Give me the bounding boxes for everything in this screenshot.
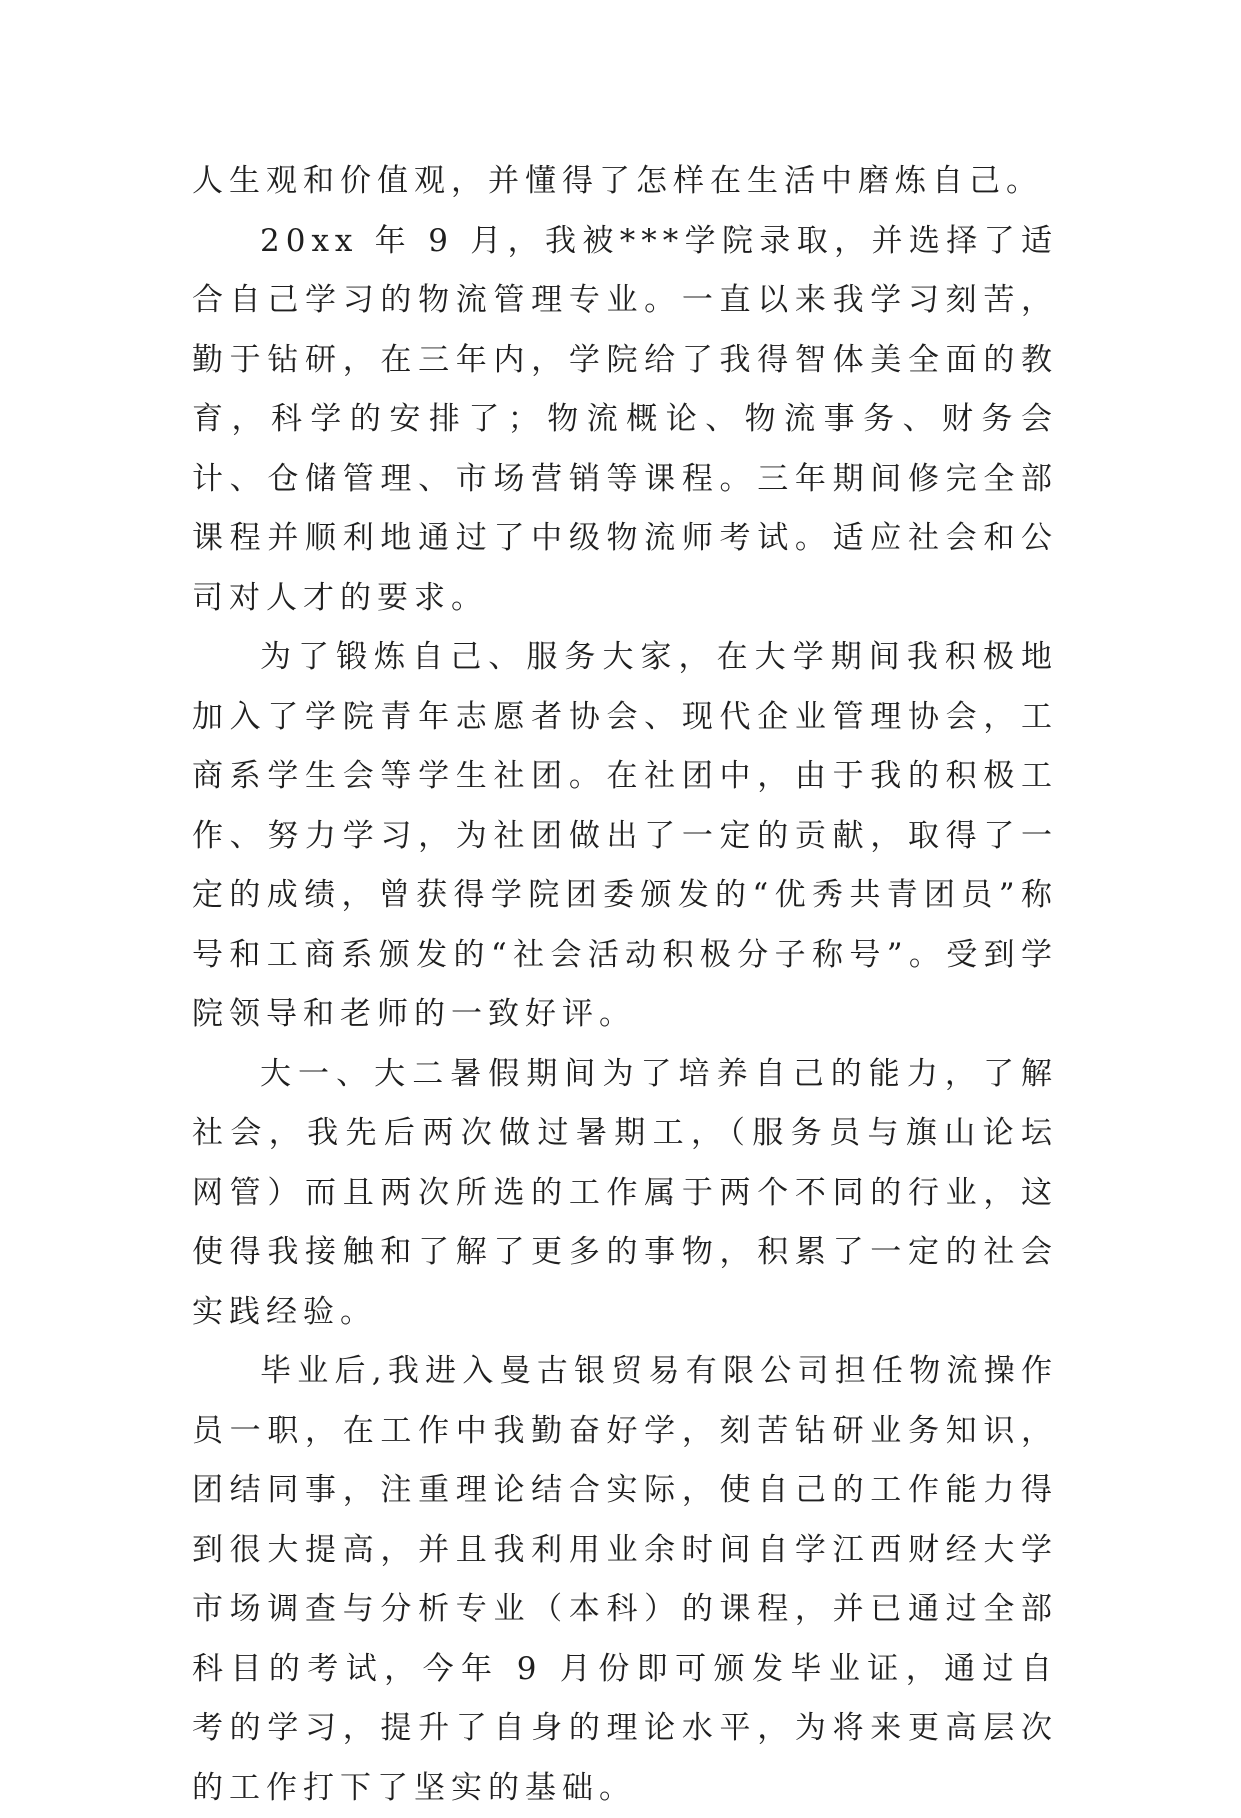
paragraph-career: 毕业后,我进入曼古银贸易有限公司担任物流操作员一职，在工作中我勤奋好学，刻苦钻研业务知识，团结同事，注重理论结合实际，使自己的工作能力得到很大提高，并且我利用业余时间自学江西财经大学市场调查与分析专业（本科）的课程，并已通过全部科目的考试，今年 9 月份即可颁发毕业证，通过自考的学习，提升了自身的理论水平，为将来更高层次的工作打下了坚实的基础。 <box>192 1353 1058 1806</box>
paragraph-education: 20xx 年 9 月，我被***学院录取，并选择了适合自己学习的物流管理专业。一直以来我学习刻苦，勤于钻研，在三年内，学院给了我得智体美全面的教育，科学的安排了；物流概论、物流事务、财务会计、仓储管理、市场营销等课程。三年期间修完全部课程并顺利地通过了中级物流师考试。适应社会和公司对人才的要求。 <box>192 222 1058 616</box>
paragraph-continuation: 人生观和价值观，并懂得了怎样在生活中磨炼自己。 <box>192 163 1043 199</box>
paragraph-summer-work: 大一、大二暑假期间为了培养自己的能力，了解社会，我先后两次做过暑期工，（服务员与旗山论坛网管）而且两次所选的工作属于两个不同的行业，这使得我接触和了解了更多的事物，积累了一定的社会实践经验。 <box>192 1055 1058 1330</box>
paragraph-activities: 为了锻炼自己、服务大家，在大学期间我积极地加入了学院青年志愿者协会、现代企业管理协会，工商系学生会等学生社团。在社团中，由于我的积极工作、努力学习，为社团做出了一定的贡献，取得了一定的成绩，曾获得学院团委颁发的“优秀共青团员”称号和工商系颁发的“社会活动积极分子称号”。受到学院领导和老师的一致好评。 <box>192 639 1058 1032</box>
document-body <box>192 152 1058 1818</box>
